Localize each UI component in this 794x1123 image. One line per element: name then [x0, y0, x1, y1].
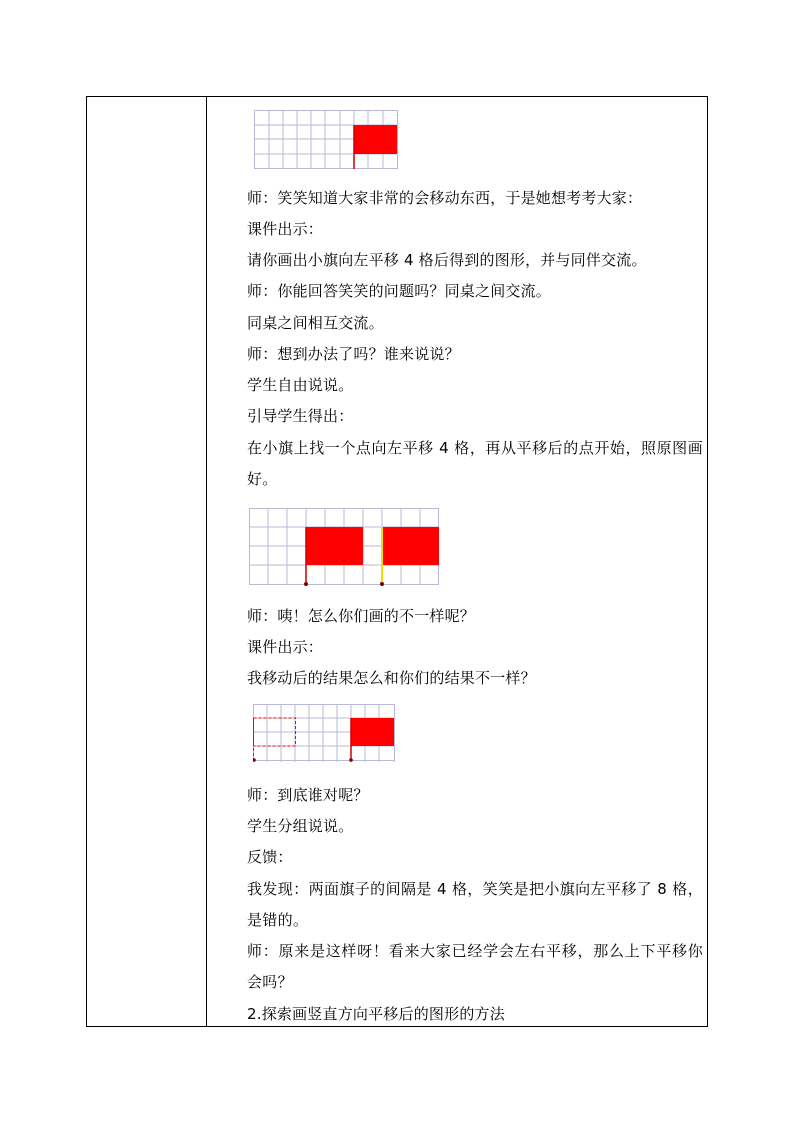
- text-line: 我移动后的结果怎么和你们的结果不一样？: [247, 669, 536, 687]
- anchor-point-moved: [304, 582, 308, 586]
- anchor-point-original: [380, 582, 384, 586]
- text-line: 学生分组说说。: [247, 817, 354, 835]
- text-line: 引导学生得出：: [247, 407, 354, 425]
- red-flag-original: [382, 527, 439, 565]
- text-line: 学生自由说说。: [247, 376, 354, 394]
- grid-figure-original-flag: [254, 110, 400, 170]
- text-line: 师：想到办法了吗？谁来说说？: [247, 345, 460, 363]
- text-paragraph: 我发现：两面旗子的间隔是 4 格，笑笑是把小旗向左平移了 8 格，是错的。: [247, 880, 703, 929]
- text-paragraph: 在小旗上找一个点向左平移 4 格，再从平移后的点开始，照原图画好。: [247, 439, 703, 488]
- text-line: 同桌之间相互交流。: [247, 314, 384, 332]
- text-line: 课件出示：: [247, 220, 324, 238]
- left-column-cell: [87, 97, 207, 1026]
- grid-figure-two-flags: [249, 508, 441, 588]
- text-line: 师：你能回答笑笑的问题吗？同桌之间交流。: [247, 282, 552, 300]
- grid-figure-dashed-comparison: [253, 704, 399, 766]
- text-line: 反馈：: [247, 848, 293, 866]
- red-flag-moved: [306, 527, 363, 565]
- text-line: 师：到底谁对呢？: [247, 786, 369, 804]
- text-line: 请你画出小旗向左平移 4 格后得到的图形，并与同伴交流。: [247, 251, 647, 269]
- anchor-point: [349, 758, 353, 762]
- red-flag: [351, 718, 394, 746]
- text-paragraph: 师：原来是这样呀！看来大家已经学会左右平移，那么上下平移你会吗？: [247, 942, 703, 991]
- anchor-point-dashed: [253, 758, 256, 762]
- section-heading: 2.探索画竖直方向平移后的图形的方法: [247, 1005, 505, 1023]
- text-line: 师：笑笑知道大家非常的会移动东西，于是她想考考大家：: [247, 189, 643, 207]
- text-line: 课件出示：: [247, 638, 324, 656]
- red-flag: [354, 125, 397, 154]
- text-line: 师：咦！怎么你们画的不一样呢？: [247, 607, 476, 625]
